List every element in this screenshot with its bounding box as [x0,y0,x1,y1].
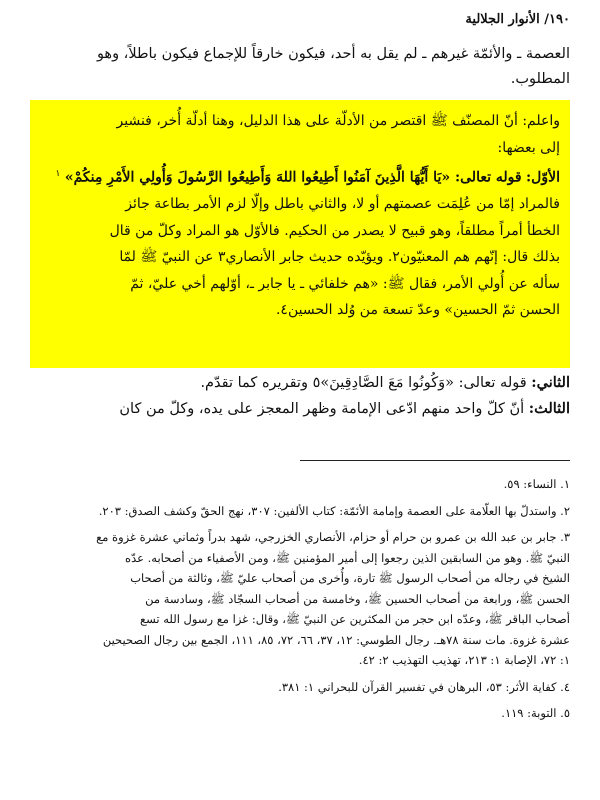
second-proof-label: الثاني: [531,374,570,391]
footnote-5: ٥. التوبة: ١١٩. [501,706,570,720]
text-line: إلى بعضها: [497,139,560,156]
quran-verse: قوله تعالى: «يَا أَيُّهَا الَّذِينَ آمَنُوا أَطِيعُوا اللهَ وَأَطِيعُوا الرَّسُولَ وَأُولِي الأَمْرِ مِنكُمْ» [64,169,522,186]
footnote-line: الشيخ في رجاله من أصحاب الرسول ﷺ تارة، وأُخرى من أصحاب عليّ ﷺ، وثالثة من أصحاب [130,571,570,585]
footnote-3 [30,527,570,671]
intro-line: العصمة ـ والأئمّة غيرهم ـ لم يقل به أحد، فيكون خارقاً للإجماع فيكون باطلاً، وهو [96,46,570,62]
text-line: فالمراد إمّا من عُلِمَت عصمتهم أو لا، والثاني باطل وإلّا لزم الأمر بطاعة جائز [125,196,560,213]
footnote-marker: ١ [55,169,61,179]
text-line: واعلم: أنّ المصنّف ﷺ اقتصر من الأدلّة على هذا الدليل، وهنا أدلّة أُخر، فنشير [116,113,560,129]
first-proof-line [40,161,560,191]
text-line: الحسن ثمّ الحسين» وعدّ تسعة من وُلد الحسين٤. [275,302,560,319]
intro-line: المطلوب. [510,71,570,87]
third-proof-text: أنّ كلّ واحد منهم ادّعى الإمامة وظهر المعجز على يده، وكلّ من كان [119,401,525,417]
footnotes [30,474,570,730]
footnote-line: ١: ٧٢، الإصابة ١: ٢١٣، تهذيب التهذيب ٢: ٤٢. [358,653,570,667]
third-proof-label: الثالث: [528,400,570,417]
highlighted-text [40,108,560,324]
text-line: بذلك قال: إنّهم هم المعنيّون٢. ويؤيّده حديث جابر الأنصاري٣ عن النبيّ ﷺ لمّا [119,249,560,266]
first-proof-label: الأوّل: [526,169,560,186]
footnote-line: ٣. جابر بن عبد الله بن عمرو بن حرام أو حزام، الأنصاري الخزرجي، شهد بدراً وثماني عشرة غزوة مع [96,530,570,544]
footnote-line: عشرة غزوة. مات سنة ٧٨هـ. رجال الطوسي: ١٢، ٣٧، ٦٦، ٧٢، ٨٥، ١١١، الجمع بين رجال الصحيحين [102,632,570,647]
footnote-line: أصحاب الباقر ﷺ، وعدّه ابن حجر من المكثرين عن النبيّ ﷺ، وقال: غزا مع رسول الله تسع [139,612,570,626]
second-proof-text: قوله تعالى: «وَكُونُوا مَعَ الصَّادِقِينَ»٥ وتقريره كما تقدّم. [200,375,527,391]
intro-paragraph [30,42,570,92]
text-line: الخطأ أمراً مطلقاً، وهو قبيح لا يصدر من الحكيم. فالأوّل هو المراد وكلّ من قال [109,222,560,239]
page-header [30,12,570,34]
footnote-line: الحسن ﷺ، ورابعة من أصحاب الحسين ﷺ، وخامسة من أصحاب السجّاد ﷺ، وسادسة من [145,591,570,606]
footnote-4: ٤. كفاية الأثر: ٥٣، البرهان في تفسير القرآن للبحراني ١: ٣٨١. [278,679,570,694]
footnote-separator [300,460,570,461]
third-proof-line [30,396,570,422]
text-line: سأله عن أُولي الأمر، فقال ﷺ: «هم خلفائي ـ يا جابر ـ، أوّلهم أخي عليّ، ثمّ [130,275,560,292]
footnote-2: ٢. واستدلّ بها العلّامة على العصمة وإمامة الأئمّة: كتاب الألفين: ٣٠٧، نهج الحقّ وكشف الصدق: ٢٠٣. [98,503,570,518]
proofs-continued [30,370,570,422]
page-title: ١٩٠/ الأنوار الجلالية [465,12,570,27]
second-proof-line [30,370,570,396]
footnote-1: ١. النساء: ٥٩. [503,477,570,491]
footnote-line: النبيّ ﷺ. وهو من السابقين الذين رجعوا إلى أمير المؤمنين ﷺ، ومن الأصفياء من أصحابه. عدّه [125,550,570,565]
